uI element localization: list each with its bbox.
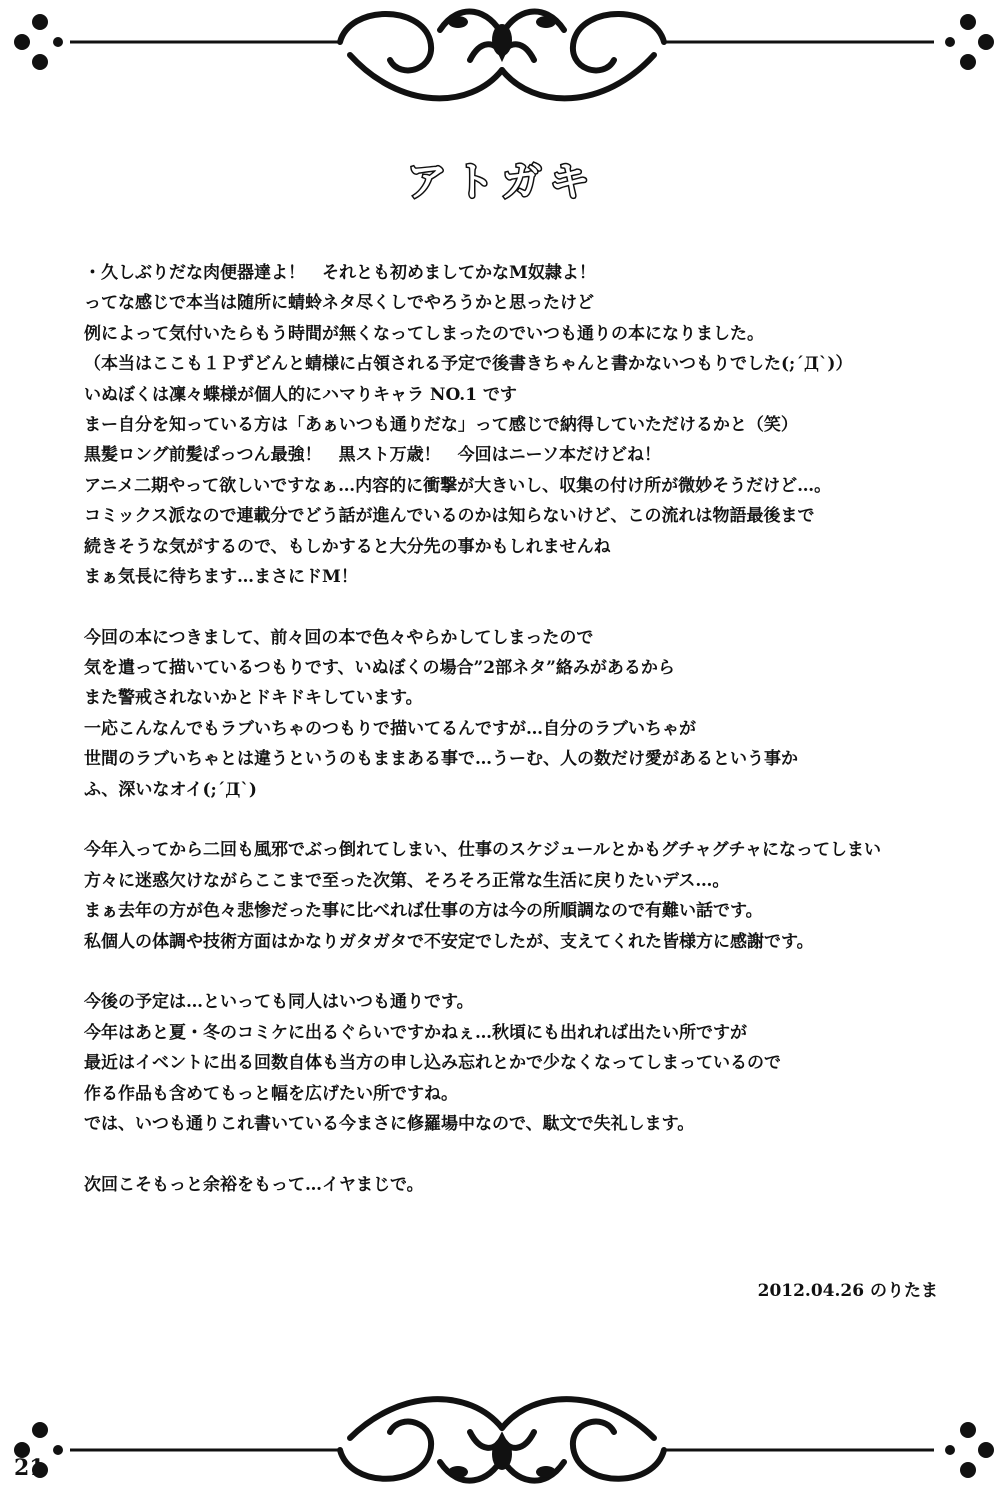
- text-line: 気を遣って描いているつもりです、いぬぼくの場合”2部ネタ”絡みがあるから: [84, 658, 675, 679]
- signature-date: 2012.04.26 のりたま: [757, 1281, 938, 1301]
- text-line: 世間のラブいちゃとは違うというのもままある事で…うーむ、人の数だけ愛があるという事か: [84, 749, 798, 770]
- text-line: まぁ去年の方が色々悲惨だった事に比べれば仕事の方は今の所順調なので有難い話です。: [84, 901, 763, 922]
- text-line: アニメ二期やって欲しいですなぁ…内容的に衝撃が大きいし、収集の付け所が微妙そうだけど…。: [84, 475, 832, 496]
- text-line: 続きそうな気がするので、もしかすると大分先の事かもしれませんね: [84, 536, 611, 557]
- bottom-ornament-border: [0, 1378, 1004, 1508]
- text-line: 今年はあと夏・冬のコミケに出るぐらいですかねぇ…秋頃にも出れれば出たい所ですが: [84, 1022, 747, 1043]
- paragraph: [84, 1170, 974, 1200]
- paragraph: [84, 258, 974, 592]
- page-title: アトガキ: [406, 159, 598, 205]
- text-line: 今後の予定は…といっても同人はいつも通りです。: [84, 992, 474, 1013]
- text-line: （本当はここも１Ｐずどんと蜻様に占領される予定で後書きちゃんと書かないつもりでした(;´Д`)）: [84, 354, 853, 375]
- text-line: コミックス派なので連載分でどう話が進んでいるのかは知らないけど、この流れは物語最後まで: [84, 506, 815, 527]
- text-line: 私個人の体調や技術方面はかなりガタガタで不安定でしたが、支えてくれた皆様方に感謝です。: [84, 931, 814, 952]
- text-line: まー自分を知っている方は「あぁいつも通りだな」って感じで納得していただけるかと（笑）: [84, 414, 798, 435]
- text-line: ・久しぶりだな肉便器達よ！ それとも初めましてかなM奴隷よ！: [84, 263, 596, 283]
- text-line: 方々に迷惑欠けながらここまで至った次第、そろそろ正常な生活に戻りたいデス…。: [84, 870, 730, 891]
- text-line: ってな感じで本当は随所に蜻蛉ネタ尽くしでやろうかと思ったけど: [84, 293, 594, 314]
- page-number: 21: [14, 1455, 45, 1481]
- text-line: 黒髪ロング前髪ぱっつん最強！ 黒スト万歳！ 今回はニーソ本だけどね！: [84, 445, 661, 466]
- top-ornament-border: [0, 0, 1004, 130]
- paragraph: [84, 623, 974, 805]
- text-line: また警戒されないかとドキドキしています。: [84, 688, 423, 709]
- text-line: 最近はイベントに出る回数自体も当方の申し込み忘れとかで少なくなってしまっているので: [84, 1053, 781, 1074]
- text-line: では、いつも通りこれ書いている今まさに修羅場中なので、駄文で失礼します。: [84, 1113, 695, 1134]
- afterword-body: [84, 258, 974, 1200]
- paragraph: [84, 835, 974, 957]
- text-line: いぬぼくは凜々蝶様が個人的にハマりキャラ NO.1 です: [84, 384, 517, 405]
- text-line: 今年入ってから二回も風邪でぶっ倒れてしまい、仕事のスケジュールとかもグチャグチャになってしまい: [84, 840, 881, 861]
- text-line: 例によって気付いたらもう時間が無くなってしまったのでいつも通りの本になりました。: [84, 323, 764, 344]
- text-line: 作る作品も含めてもっと幅を広げたい所ですね。: [84, 1083, 458, 1104]
- text-line: 次回こそもっと余裕をもって…イヤまじで。: [84, 1174, 424, 1195]
- text-line: 今回の本につきまして、前々回の本で色々やらかしてしまったので: [84, 627, 594, 648]
- text-line: まぁ気長に待ちます…まさにドM！: [84, 566, 358, 587]
- text-line: ふ、深いなオイ(;´Д`): [84, 779, 257, 800]
- text-line: 一応こんなんでもラブいちゃのつもりで描いてるんですが…自分のラブいちゃが: [84, 718, 696, 739]
- paragraph: [84, 987, 974, 1139]
